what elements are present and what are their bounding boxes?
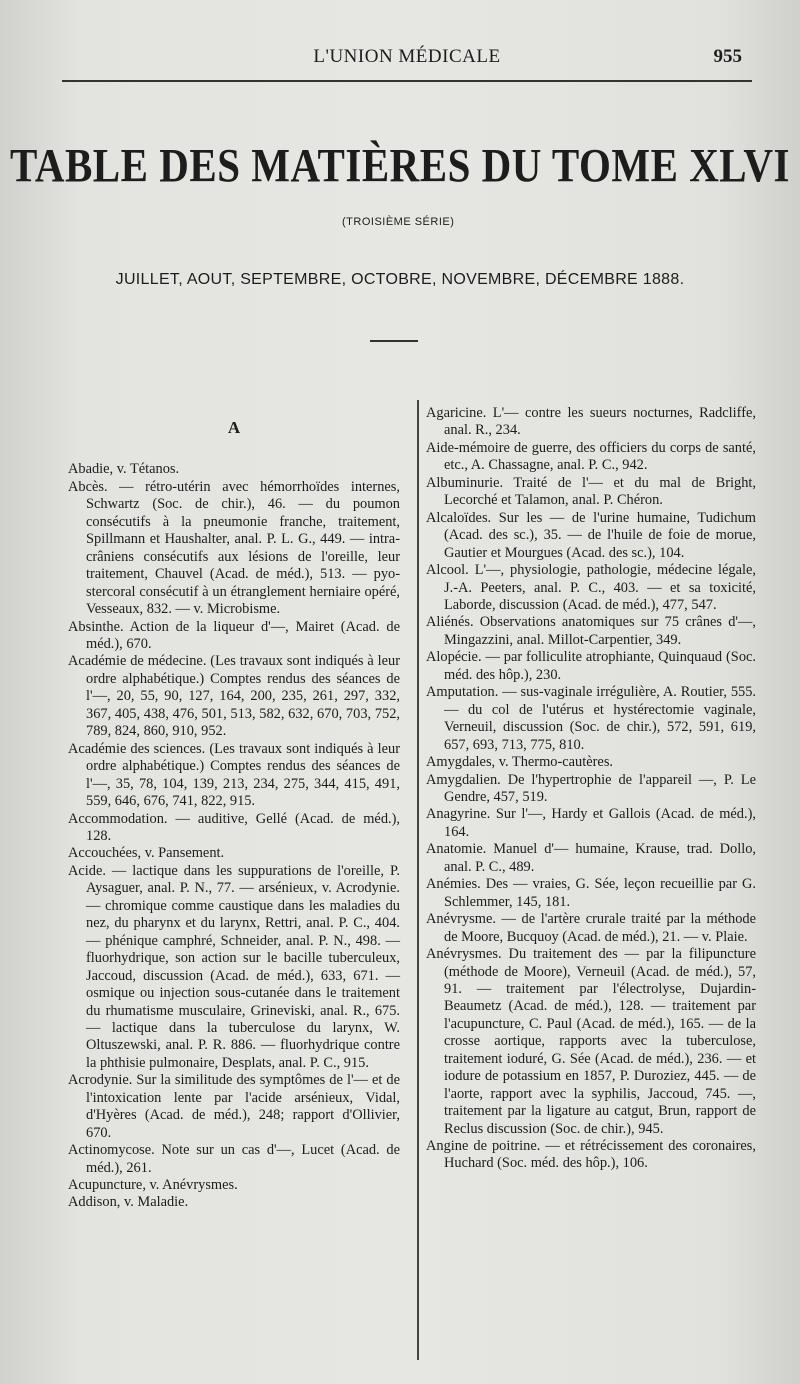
index-entry: Accouchées, v. Pansement. — [68, 845, 225, 862]
index-entry: Anatomie. Manuel d'— humaine, Krause, trad. Dollo, anal. P. C., 489. — [426, 841, 756, 875]
title-rule — [370, 340, 418, 342]
index-entry: Amygdalien. De l'hypertrophie de l'appareil —, P. Le Gendre, 457, 519. — [426, 771, 756, 805]
index-entry: Alcool. L'—, physiologie, pathologie, médecine légale, J.-A. Peeters, anal. P. C., 403. — et sa toxicité, Laborde, discussion (Acad. de méd.), 477, 547. — [426, 562, 756, 613]
index-entry: Amputation. — sus-vaginale irrégulière, A. Routier, 555. — du col de l'utérus et hystérectomie vaginale, Verneuil, discussion (Soc. de chir.), 572, 591, 619, 657, 693, 713, 775, 810. — [426, 684, 756, 753]
index-entry: Aliénés. Observations anatomiques sur 75 crânes d'—, Mingazzini, anal. Millot-Carpentier, 349. — [426, 614, 756, 648]
index-entry: Anévrysmes. Du traitement des — par la filipuncture (méthode de Moore), Verneuil (Acad. de méd.), 57, 91. — traitement par l'électrolyse, Dujardin-Beaumetz (Acad. de méd.), 128. — traitement par l'acupuncture, C. Paul (Acad. de méd.), 165. — de la crosse aortique, rapports avec la tuberculose, traitement ioduré, G. Sée (Acad. de méd.), 236. — et iodure de potassium en 1857, P. Duroziez, 445. — de l'aorte, rapport avec la syphilis, Jaccoud, 745. —, traitement par la ligature au catgut, Brun, rapport de Reclus discussion (Soc. de chir.), 945. — [426, 946, 756, 1137]
index-entry: Alcaloïdes. Sur les — de l'urine humaine, Tudichum (Acad. des sc.), 35. — de l'huile de foie de morue, Gautier et Mourgues (Acad. des sc.), 104. — [426, 509, 756, 561]
page-number: 955 — [713, 46, 742, 67]
journal-title: L'UNION MÉDICALE — [313, 46, 501, 67]
table-title: TABLE DES MATIÈRES DU TOME XLVI — [10, 139, 790, 193]
index-entry: Angine de poitrine. — et rétrécissement des coronaires, Huchard (Soc. méd. des hôp.), 106. — [426, 1138, 756, 1172]
index-entry: Accommodation. — auditive, Gellé (Acad. de méd.), 128. — [68, 810, 400, 844]
left-column — [68, 405, 400, 1212]
index-entry: Addison, v. Maladie. — [68, 1194, 189, 1211]
index-entry: Acrodynie. Sur la similitude des symptômes de l'— et de l'intoxication lente par l'acide arsénieux, Vidal, d'Hyères (Acad. de méd.), 248; rapport d'Ollivier, 670. — [68, 1072, 400, 1141]
letter-heading: A — [227, 418, 241, 437]
index-entry: Actinomycose. Note sur un cas d'—, Lucet (Acad. de méd.), 261. — [68, 1142, 400, 1176]
left-entry-list — [68, 461, 400, 1211]
index-entry: Aide-mémoire de guerre, des officiers du corps de santé, etc., A. Chassagne, anal. P. C., 942. — [426, 439, 756, 474]
right-entry-list — [426, 405, 756, 1173]
index-entry: Anévrysme. — de l'artère crurale traité par la méthode de Moore, Bucquoy (Acad. de méd.), 21. — v. Plaie. — [426, 911, 756, 945]
index-entry: Académie des sciences. (Les travaux sont indiqués à leur ordre alphabétique.) Comptes rendus des séances de l'—, 35, 78, 104, 139, 213, 234, 275, 344, 415, 491, 559, 646, 676, 741, 822, 915. — [68, 740, 400, 810]
right-column — [426, 405, 756, 1173]
index-entry: Absinthe. Action de la liqueur d'—, Mairet (Acad. de méd.), 670. — [68, 618, 400, 652]
running-header — [62, 46, 752, 82]
series-label: (TROISIÈME SÉRIE) — [342, 216, 455, 228]
index-entry: Académie de médecine. (Les travaux sont indiqués à leur ordre alphabétique.) Comptes rendus des séances de l'—, 20, 55, 90, 127, 164, 200, 235, 261, 297, 332, 367, 405, 438, 476, 501, 513, 582, 632, 670, 703, 752, 789, 824, 860, 910, 952. — [68, 653, 400, 740]
index-entry: Amygdales, v. Thermo-cautères. — [426, 754, 614, 771]
index-entry: Acide. — lactique dans les suppurations de l'oreille, P. Aysaguer, anal. P. N., 77. — arsénieux, v. Acrodynie. — chromique comme caustique dans les maladies du nez, du pharynx et du larynx, Rettri, anal. P. C., 404. — phénique camphré, Schneider, anal. P. N., 498. — fluorhydrique, son action sur le bacille tuberculeux, Jaccoud, discussion (Acad. de méd.), 633, 671. — osmique ou injection sous-cutanée dans le traitement du rhumatisme musculaire, Grineviski, anal. R., 675. — lactique dans la tuberculose du larynx, W. Oltuszewski, anal. P. R. 886. — fluorhydrique contre la phthisie pulmonaire, Desplats, anal. P. C., 915. — [68, 862, 400, 1071]
column-divider — [417, 400, 419, 1360]
index-entry: Acupuncture, v. Anévrysmes. — [68, 1177, 238, 1194]
index-entry: Alopécie. — par folliculite atrophiante, Quinquaud (Soc. méd. des hôp.), 230. — [426, 649, 756, 683]
index-entry: Agaricine. L'— contre les sueurs nocturnes, Radcliffe, anal. R., 234. — [426, 405, 756, 439]
index-entry: Abadie, v. Tétanos. — [68, 461, 180, 478]
index-entry: Anagyrine. Sur l'—, Hardy et Gallois (Acad. de méd.), 164. — [426, 806, 756, 840]
index-entry: Albuminurie. Traité de l'— et du mal de Bright, Lecorché et Talamon, anal. P. Chéron. — [426, 474, 756, 509]
index-entry: Anémies. Des — vraies, G. Sée, leçon recueillie par G. Schlemmer, 145, 181. — [426, 876, 756, 910]
index-entry: Abcès. — rétro-utérin avec hémorrhoïdes internes, Schwartz (Soc. de chir.), 46. — du poumon consécutifs à la pneumonie franche, traitement, Spillmann et Haushalter, anal. P. L. G., 449. — intra-crâniens consécutifs aux lésions de l'oreille, leur traitement, Chauvel (Acad. de méd.), 513. — pyo-stercoral consécutif à un étranglement herniaire opéré, Vesseaux, 832. — v. Microbisme. — [68, 478, 400, 618]
months-line: JUILLET, AOUT, SEPTEMBRE, OCTOBRE, NOVEMBRE, DÉCEMBRE 1888. — [115, 271, 685, 288]
